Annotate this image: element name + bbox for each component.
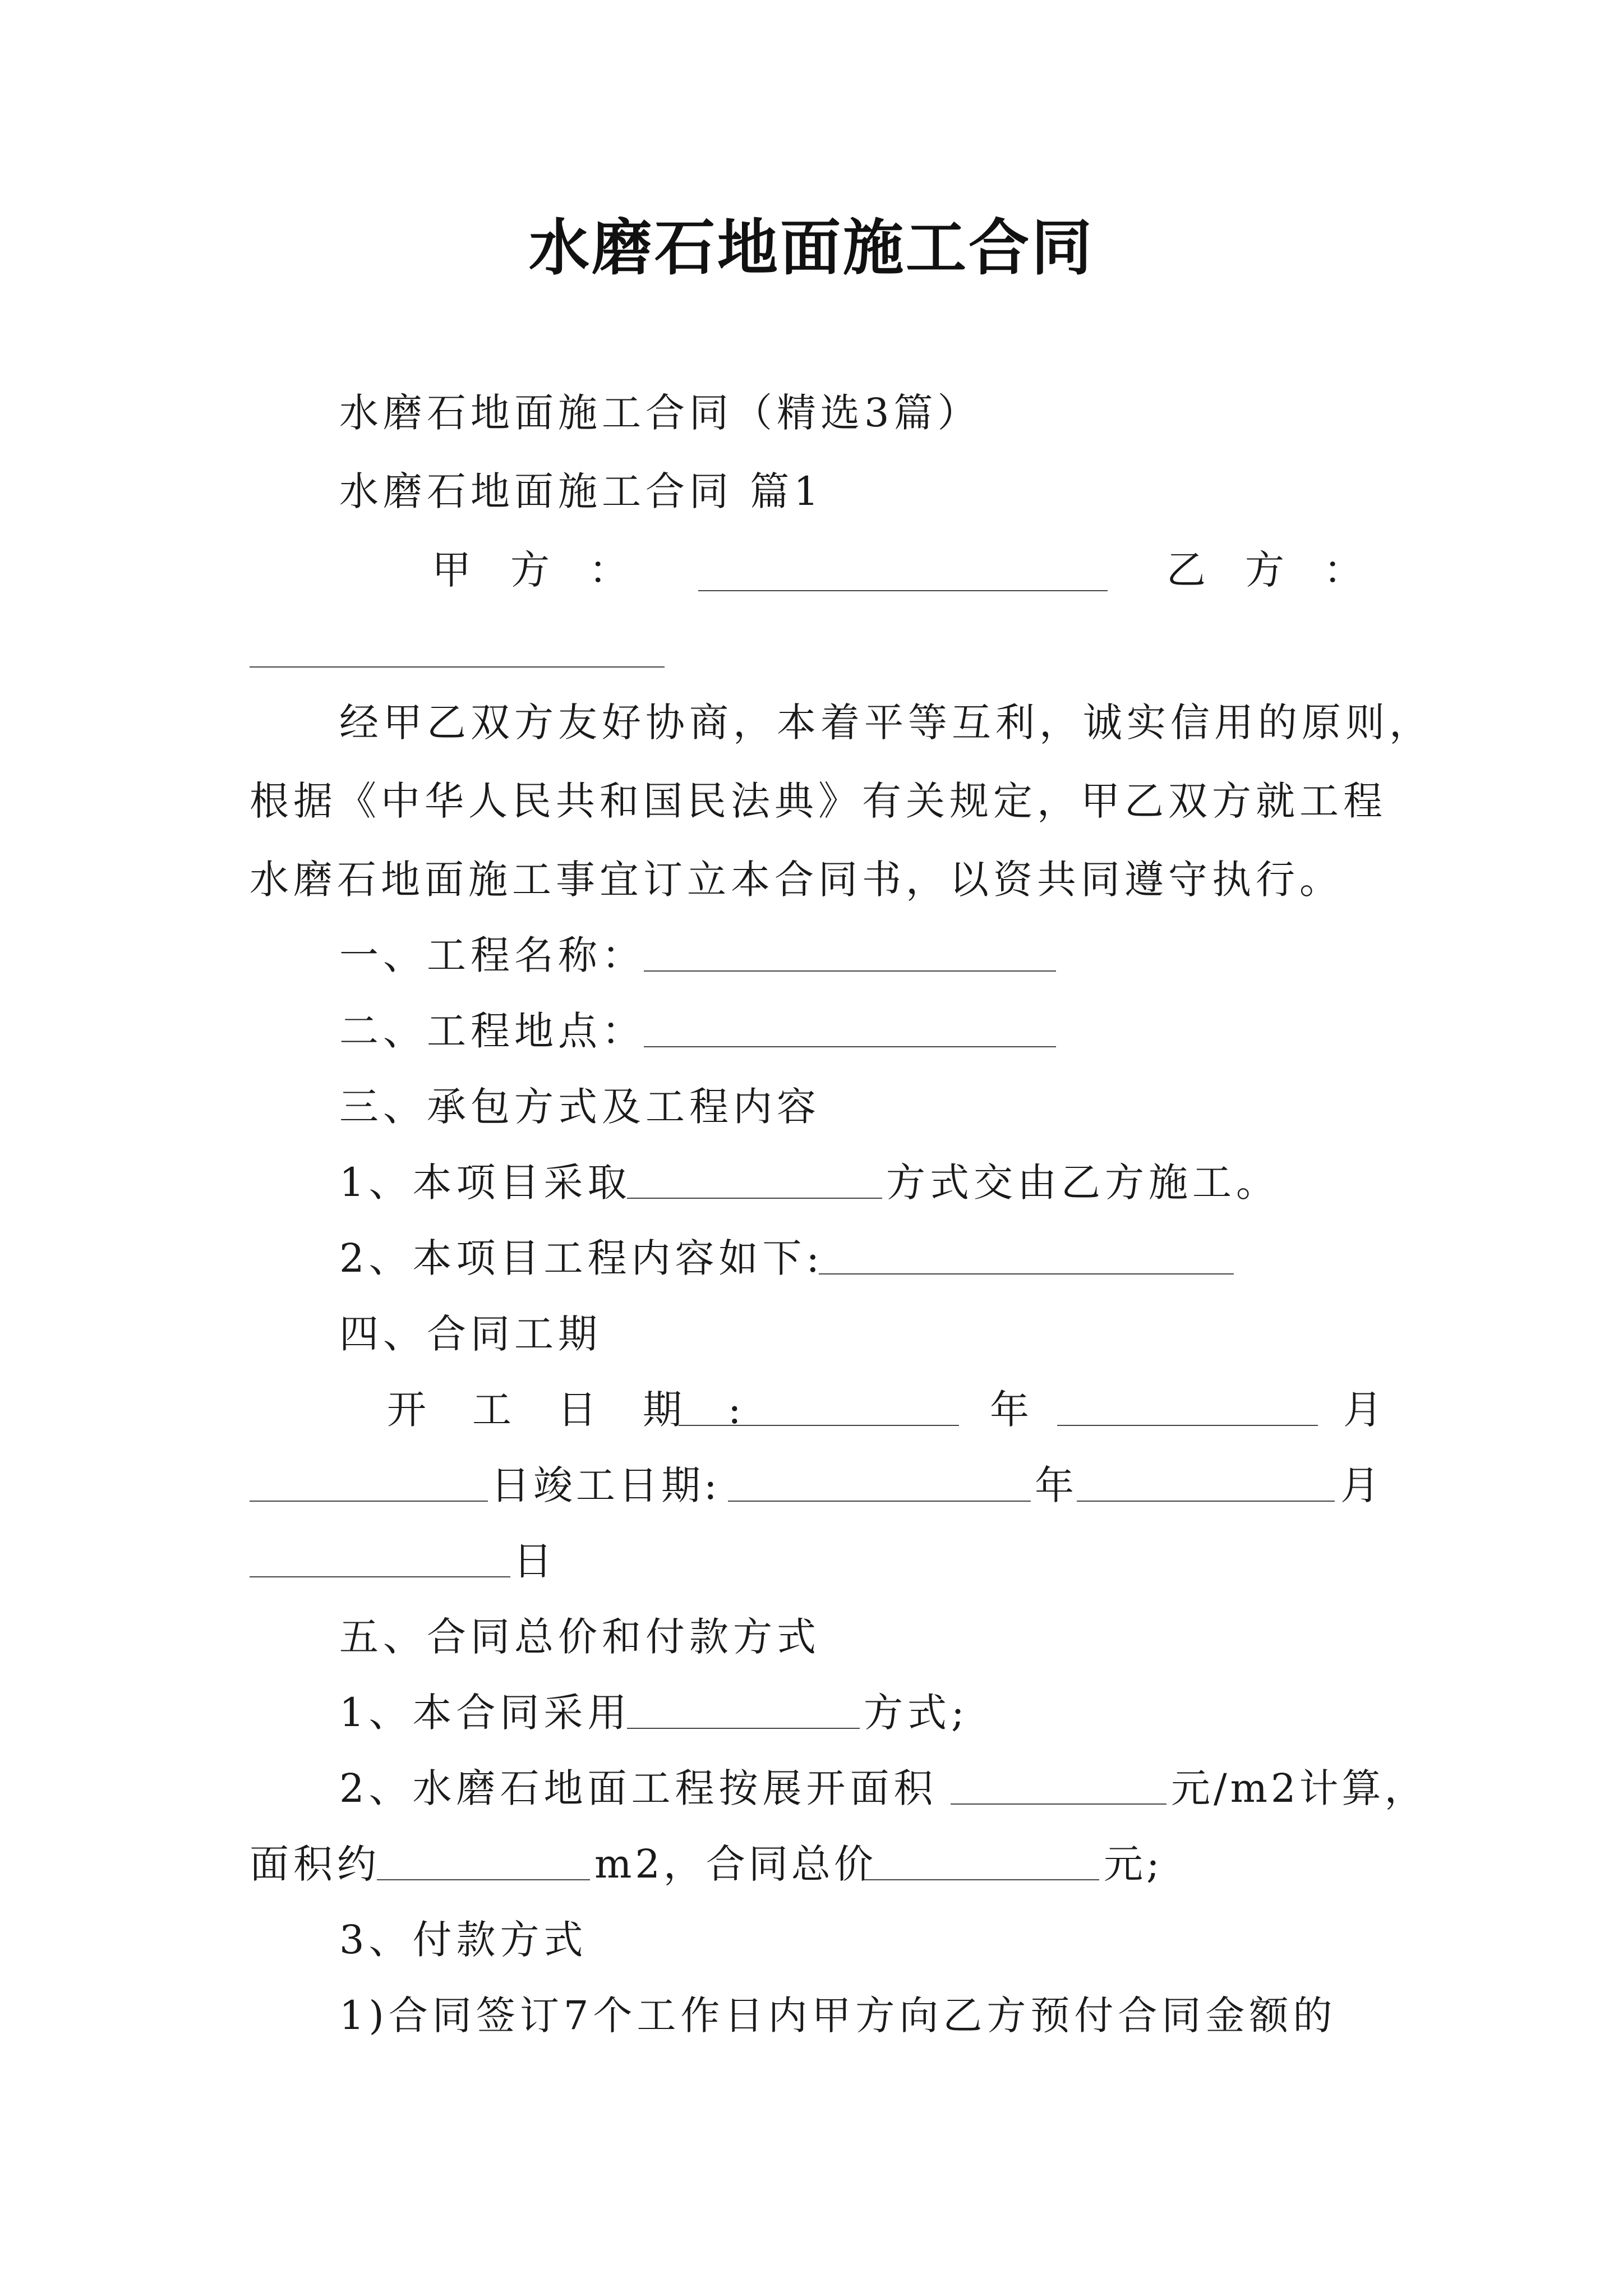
work-content-blank[interactable]	[819, 1234, 1234, 1274]
finish-day-blank[interactable]	[250, 1537, 510, 1577]
intro-line-1: 经甲乙双方友好协商，本着平等互利，诚实信用的原则，	[339, 700, 1433, 746]
start-date-label: 开 工 日 期 :	[387, 1387, 745, 1433]
item-contract-method: 三、承包方式及工程内容	[339, 1084, 820, 1130]
item-payment-method: 3、付款方式	[339, 1917, 588, 1963]
item-3-1-prefix: 1、本项目采取	[339, 1159, 631, 1205]
item-3-1-suffix: 方式交由乙方施工。	[886, 1159, 1280, 1205]
party-a-label: 甲 方 ：	[432, 547, 628, 593]
intro-line-2: 根据《中华人民共和国民法典》有关规定，甲乙双方就工程	[250, 778, 1387, 824]
month-label-1: 月	[1343, 1387, 1382, 1433]
item-5-1-prefix: 1、本合同采用	[339, 1690, 631, 1736]
unit-price-blank[interactable]	[951, 1764, 1166, 1805]
item-3-2: 2、本项目工程内容如下:	[339, 1235, 824, 1281]
start-day-blank[interactable]	[250, 1461, 488, 1502]
party-b-label: 乙 方 ：	[1166, 547, 1363, 593]
yuan-label: 元;	[1104, 1841, 1163, 1887]
area-blank[interactable]	[377, 1840, 590, 1880]
project-location-blank[interactable]	[644, 1007, 1056, 1047]
month-label-2: 月	[1340, 1462, 1380, 1508]
item-payment-1: 1)合同签订7个工作日内甲方向乙方预付合同金额的	[339, 1993, 1337, 2039]
total-price-label: m2，合同总价	[594, 1841, 877, 1887]
document-title: 水磨石地面施工合同	[528, 213, 1094, 283]
start-year-blank[interactable]	[679, 1386, 959, 1426]
item-contract-period: 四、合同工期	[339, 1311, 602, 1357]
day-label: 日	[513, 1538, 552, 1584]
intro-line-3: 水磨石地面施工事宜订立本合同书，以资共同遵守执行。	[250, 857, 1343, 903]
party-a-blank[interactable]	[698, 551, 1108, 591]
party-b-blank[interactable]	[250, 627, 665, 668]
start-month-blank[interactable]	[1057, 1386, 1318, 1426]
item-project-name-label: 一、工程名称：	[339, 932, 645, 978]
item-5-2-suffix: 元/m2计算，	[1171, 1765, 1427, 1811]
method-blank[interactable]	[627, 1158, 882, 1199]
finish-year-blank[interactable]	[728, 1461, 1031, 1502]
year-label-2: 年	[1035, 1462, 1074, 1508]
finish-month-blank[interactable]	[1077, 1461, 1335, 1502]
item-5-2-prefix: 2、水磨石地面工程按展开面积	[339, 1765, 938, 1811]
area-label: 面积约	[250, 1841, 381, 1887]
project-name-blank[interactable]	[644, 931, 1056, 972]
subtitle: 水磨石地面施工合同（精选3篇）	[339, 390, 981, 436]
section-title: 水磨石地面施工合同 篇1	[339, 468, 823, 514]
item-price-payment: 五、合同总价和付款方式	[339, 1614, 820, 1660]
finish-date-label: 日竣工日期:	[491, 1462, 721, 1508]
year-label-1: 年	[990, 1387, 1029, 1433]
pricing-method-blank[interactable]	[627, 1688, 860, 1729]
total-price-blank[interactable]	[864, 1840, 1099, 1880]
item-5-1-suffix: 方式;	[864, 1690, 969, 1736]
item-project-location-label: 二、工程地点：	[339, 1008, 645, 1054]
